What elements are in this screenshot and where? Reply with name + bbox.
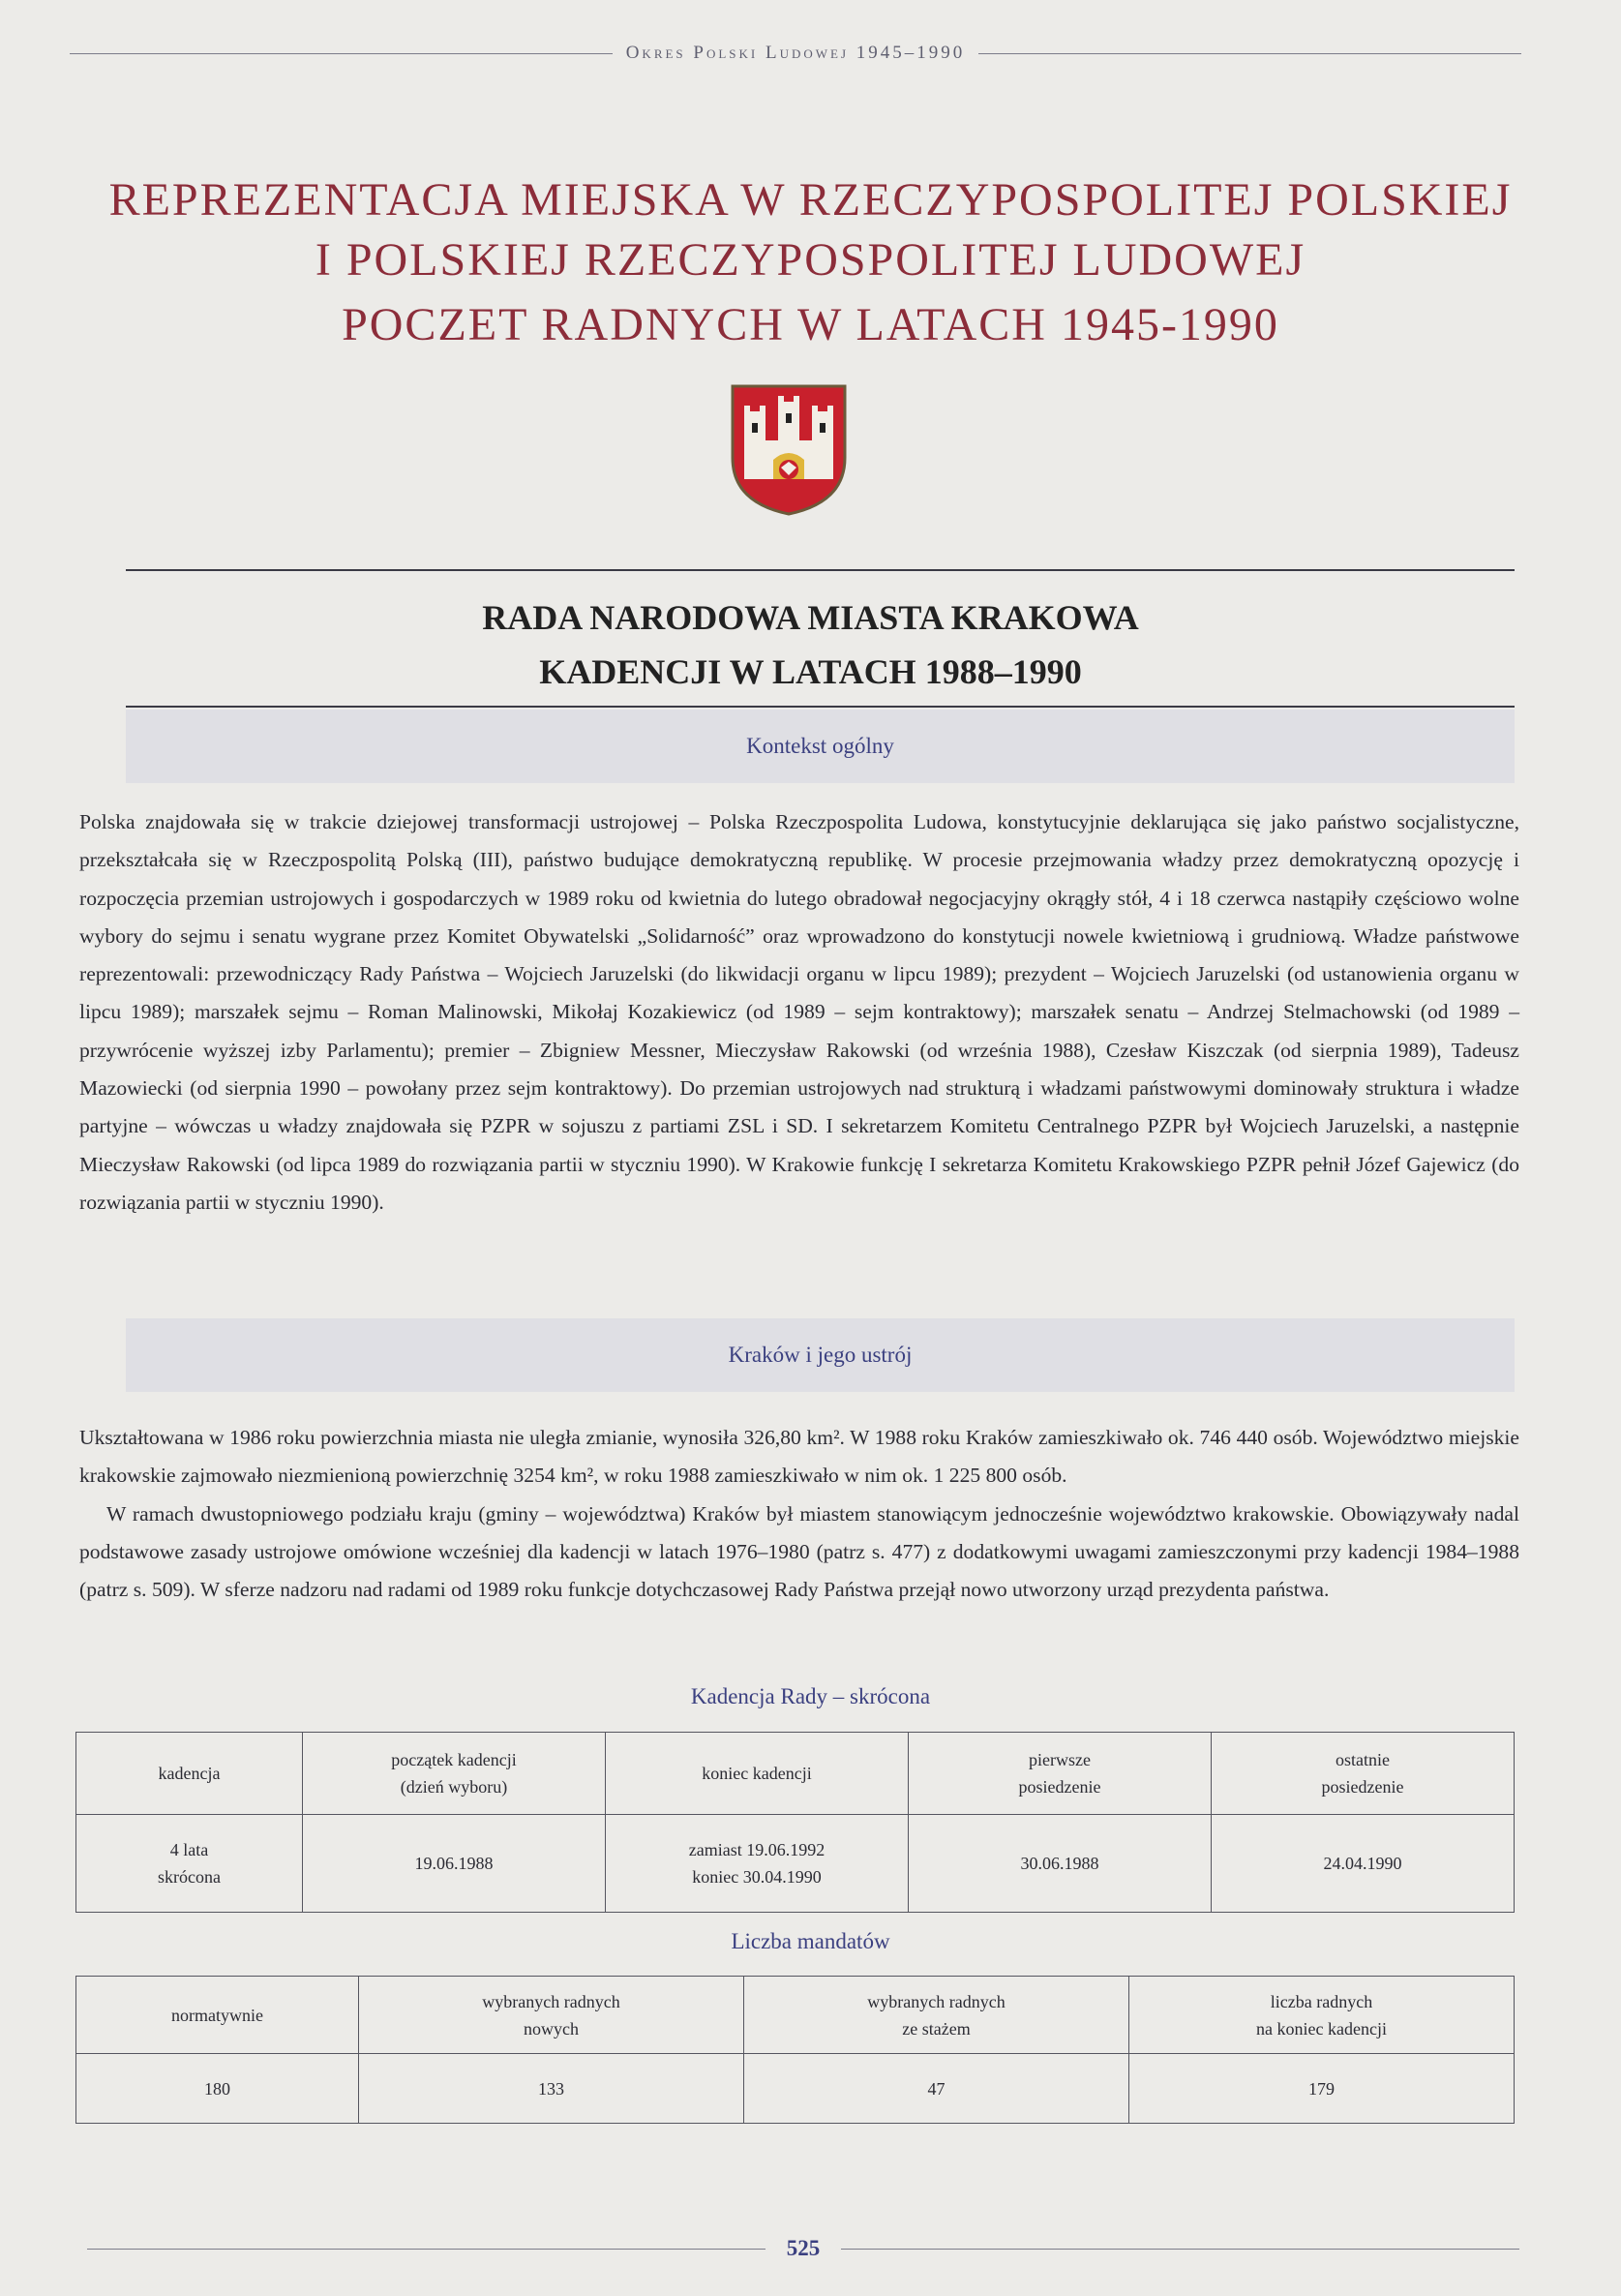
header-cell xyxy=(76,1977,359,2054)
mandates-cell-2: 47 xyxy=(927,2078,946,2099)
table-cell xyxy=(359,2054,744,2124)
table-row xyxy=(76,1815,1515,1913)
mandates-header-3: liczba radnych na koniec kadencji xyxy=(1256,1991,1387,2039)
header-cell xyxy=(76,1733,303,1815)
city-paragraphs xyxy=(79,1419,1519,1609)
title-line-2: I POLSKIEJ RZECZYPOSPOLITEJ LUDOWEJ xyxy=(315,234,1306,286)
table-cell xyxy=(76,1815,303,1913)
section-band-context xyxy=(126,710,1515,783)
term-cell-3: 30.06.1988 xyxy=(1020,1854,1099,1873)
table-cell xyxy=(1212,1815,1515,1913)
header-cell xyxy=(744,1977,1129,2054)
table-cell xyxy=(606,1815,909,1913)
table-header-row xyxy=(76,1977,1515,2054)
footer-rule-left xyxy=(87,2249,765,2250)
mandates-table xyxy=(75,1976,1515,2124)
term-cell-1: 19.06.1988 xyxy=(414,1854,494,1873)
mandates-header-1: wybranych radnych nowych xyxy=(482,1991,620,2039)
page-number: 525 xyxy=(786,2236,821,2260)
city-text-1: Ukształtowana w 1986 roku powierzchnia miasta nie uległa zmianie, wynosiła 326,80 km². W 1988 roku Kraków zamieszkiwało ok. 746 440 osób. Województwo miejskie krakowskie zajmowało niezmienioną powierzchnię 3254 km², w roku 1988 zamieszkiwało w nim ok. 1 225 800 osób. xyxy=(79,1426,1519,1488)
table-cell xyxy=(303,1815,606,1913)
title-line-1: REPREZENTACJA MIEJSKA W RZECZYPOSPOLITEJ POLSKIEJ xyxy=(108,174,1513,226)
mandates-header-2: wybranych radnych ze stażem xyxy=(867,1991,1006,2039)
table-cell xyxy=(76,2054,359,2124)
context-paragraph xyxy=(79,803,1519,1222)
header-cell xyxy=(359,1977,744,2054)
page-subtitle: POCZET RADNYCH W LATACH 1945-1990 xyxy=(342,299,1279,350)
table-cell xyxy=(909,1815,1212,1913)
table-header-row xyxy=(76,1733,1515,1815)
term-table-title: Kadencja Rady – skrócona xyxy=(690,1684,931,1708)
term-header-3: pierwsze posiedzenie xyxy=(1018,1750,1101,1797)
page-footer xyxy=(87,2236,1519,2261)
header-rule-left xyxy=(70,53,613,54)
council-line-2: KADENCJI W LATACH 1988–1990 xyxy=(539,652,1082,691)
running-title: Okres Polski Ludowej 1945–1990 xyxy=(625,43,966,63)
page-title xyxy=(0,170,1621,290)
table-cell xyxy=(1129,2054,1515,2124)
running-header xyxy=(70,43,1521,64)
header-cell xyxy=(303,1733,606,1815)
header-cell xyxy=(1129,1977,1515,2054)
term-header-2: koniec kadencji xyxy=(702,1764,812,1783)
mandates-header-0: normatywnie xyxy=(171,2005,263,2025)
mandates-cell-1: 133 xyxy=(538,2078,564,2099)
header-cell xyxy=(1212,1733,1515,1815)
term-header-4: ostatnie posiedzenie xyxy=(1321,1750,1404,1797)
term-cell-2: zamiast 19.06.1992 koniec 30.04.1990 xyxy=(688,1840,826,1887)
section-band-city xyxy=(126,1318,1515,1392)
context-text: Polska znajdowała się w trakcie dziejowej transformacji ustrojowej – Polska Rzeczpospolita Ludowa, konstytucyjnie deklarująca się jako państwo socjalistyczne, przekształcała się w Rzeczpospolitą Polską (III), państwo budujące demokratyczną republikę. W procesie przejmowania władzy przez demokratyczną opozycję i rozpoczęcia przemian ustrojowych i gospodarczych w 1989 roku od kwietnia do lutego obradował negocjacyjny okrągły stół, 4 i 18 czerwca nastąpiły częściowo wolne wybory do sejmu i senatu wygrane przez Komitet Obywatelski „Solidarność” oraz wprowadzono do konstytucji nowele kwietniową i grudniową. Władze państwowe reprezentowali: przewodniczący Rady Państwa – Wojciech Jaruzelski (do likwidacji organu w lipcu 1989); prezydent – Wojciech Jaruzelski (od ustanowienia organu w lipcu 1989); marszałek sejmu – Roman Malinowski, Mikołaj Kozakiewicz (od 1989 – sejm kontraktowy); marszałek senatu – Andrzej Stelmachowski (od 1989 – przywrócenie wyższej izby Parlamentu); premier – Zbigniew Messner, Mieczysław Rakowski (od września 1988), Czesław Kiszczak (od sierpnia 1989), Tadeusz Mazowiecki (od sierpnia 1990 – powołany przez sejm kontraktowy). Do przemian ustrojowych nad strukturą i władzami państwowymi dominowały struktura i władze partyjne – wówczas u władzy znajdowała się PZPR w sojuszu z partiami ZSL i SD. I sekretarzem Komitetu Centralnego PZPR był Wojciech Jaruzelski, a następnie Mieczysław Rakowski (od lipca 1989 do rozwiązania partii w styczniu 1990). W Krakowie funkcję I sekretarza Komitetu Krakowskiego PZPR pełnił Józef Gajewicz (do rozwiązania partii w styczniu 1990). xyxy=(79,810,1519,1214)
section-title-city: Kraków i jego ustrój xyxy=(728,1343,913,1367)
term-cell-4: 24.04.1990 xyxy=(1323,1854,1402,1873)
term-table xyxy=(75,1732,1515,1913)
term-cell-0: 4 lata skrócona xyxy=(158,1840,221,1887)
table-cell xyxy=(744,2054,1129,2124)
section-title-context: Kontekst ogólny xyxy=(746,734,894,758)
mandates-cell-3: 179 xyxy=(1308,2078,1335,2099)
mandates-table-title: Liczba mandatów xyxy=(731,1929,890,1953)
header-rule-right xyxy=(978,53,1521,54)
city-text-2: W ramach dwustopniowego podziału kraju (gminy – województwa) Kraków był miastem stanowiącym jednocześnie województwo krakowskie. Obowiązywały nadal podstawowe zasady ustrojowe omówione wcześniej dla kadencji w latach 1976–1980 (patrz s. 477) z dodatkowymi uwagami zamieszczonymi przy kadencji 1984–1988 (patrz s. 509). W sferze nadzoru nad radami od 1989 roku funkcje dotychczasowej Rady Państwa przejął nowo utworzony urząd prezydenta państwa. xyxy=(79,1501,1519,1602)
council-line-1: RADA NARODOWA MIASTA KRAKOWA xyxy=(482,598,1139,637)
term-header-0: kadencja xyxy=(158,1764,221,1783)
divider-bottom xyxy=(126,706,1515,708)
term-header-1: początek kadencji (dzień wyboru) xyxy=(391,1750,517,1797)
table-row xyxy=(76,2054,1515,2124)
mandates-cell-0: 180 xyxy=(204,2078,230,2099)
header-cell xyxy=(909,1733,1212,1815)
divider-top xyxy=(126,569,1515,571)
council-heading xyxy=(0,590,1621,699)
header-cell xyxy=(606,1733,909,1815)
coat-of-arms-icon xyxy=(729,382,849,518)
footer-rule-right xyxy=(841,2249,1519,2250)
